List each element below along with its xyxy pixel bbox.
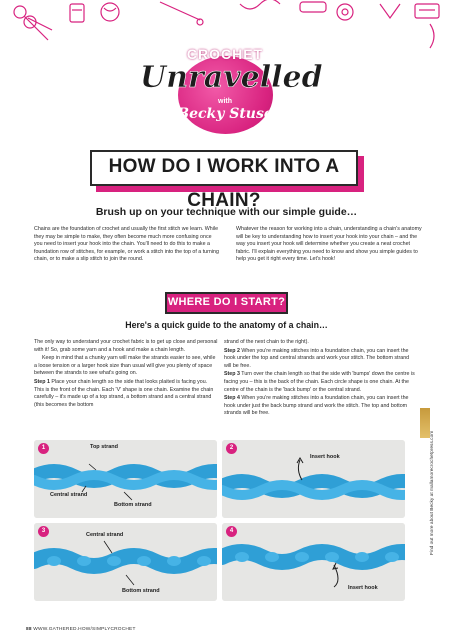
label-bottom-strand: Bottom strand	[114, 502, 152, 508]
step-1-continued: strand of the next chain to the right).	[224, 339, 309, 345]
chain-front-hook-image	[222, 440, 405, 518]
label-bottom-strand-back: Bottom strand	[122, 588, 160, 594]
page-footer	[26, 627, 136, 632]
step-3-number: 3	[38, 526, 49, 537]
intro-column-right: Whatever the reason for working into a chain, understanding a chain's anatomy will be key to understanding how to insert your hook into your chain – and the way you insert your hook will determine whether you create a neat crochet fabric. I'll explain everything you need to know and show you simple guides to help you get it right every time. Let's hook!	[236, 226, 422, 263]
footer-url[interactable]: WWW.GATHERED.HOW/SIMPLYCROCHET	[33, 627, 136, 632]
step-1	[34, 379, 218, 409]
step-3-text: Turn over the chain length so that the side with 'bumps' down the centre is facing you – this is the back of the chain. Each circle shape is one chain. At the centre of the chain is the 'back bump' or the central strand.	[224, 371, 415, 393]
logo-line-unravelled: Unravelled	[140, 60, 323, 95]
label-insert-hook-back: Insert hook	[348, 585, 378, 591]
step-4-number: 4	[226, 526, 237, 537]
step-1-text: Place your chain length so the side that looks plaited is facing you. This is the front of the chain. Each 'V' shape is one chain. Examine the chain carefully – it's made up of a top strand, a bottom strand and a central strand (this becomes the bottom	[34, 378, 214, 408]
side-note-text: Find out more about Becky at mallamorecrochetpress.com	[430, 430, 435, 555]
page-number: 88	[26, 627, 32, 632]
step-4-label: Step 4	[224, 395, 240, 402]
intro-column-left: Chains are the foundation of crochet and usually the first stitch we learn. While they may be simple to make, they often become much more confusing once you need to insert your hook into the chain. You'll need to do this to make a foundation row of stitches, for example, or work a stitch into the top of a turning chain, or to make a slip stitch to join the round.	[34, 226, 219, 263]
label-central-strand: Central strand	[50, 492, 88, 498]
page-title: HOW DO I WORK INTO A CHAIN?	[108, 156, 340, 211]
step-1-number: 1	[38, 443, 49, 454]
paragraph-tension: Keep in mind that a chunky yarn will make the strands easier to see, while a loose tension or a larger hook size than usual will give you plenty of space between the strands to see what's going on.	[34, 355, 216, 377]
logo-line-with: with	[218, 98, 232, 105]
crochet-unravelled-logo	[140, 38, 323, 138]
section-subheading: Here's a quick guide to the anatomy of a chain…	[125, 320, 328, 330]
step-4	[224, 395, 416, 418]
paragraph-intro: The only way to understand your crochet fabric is to get up close and personal with it! So, grab some yarn and a hook and make a chain length.	[34, 339, 218, 353]
step-2	[224, 348, 416, 371]
main-column-right	[224, 339, 416, 419]
step-3-label: Step 3	[224, 371, 240, 378]
step-3-photo	[34, 523, 217, 601]
step-4-text: When you're making stitches into a foundation chain, you can insert the hook under just the back bump strand and work the stitch. The top and bottom strands will be free.	[224, 395, 409, 417]
step-2-number: 2	[226, 443, 237, 454]
intro-heading: Brush up on your technique with our simple guide…	[95, 206, 358, 218]
step-3	[224, 371, 416, 394]
step-4-photo	[222, 523, 405, 601]
step-1-photo	[34, 440, 217, 518]
crochet-hook-image	[420, 408, 430, 438]
logo-author: Becky Stuse	[177, 106, 273, 122]
logo-line-crochet: CROCHET	[186, 46, 264, 62]
main-column-left	[34, 339, 218, 410]
label-central-strand-back: Central strand	[86, 532, 124, 538]
section-heading: WHERE DO I START?	[167, 296, 286, 308]
step-1-label: Step 1	[34, 378, 50, 385]
label-insert-hook: Insert hook	[310, 454, 340, 460]
label-top-strand: Top strand	[90, 444, 119, 450]
step-2-photo	[222, 440, 405, 518]
step-2-label: Step 2	[224, 347, 240, 354]
step-2-text: When you're making stitches into a foundation chain, you can insert the hook under the top and central strands and work your stitch. The bottom strand will be free.	[224, 347, 410, 369]
